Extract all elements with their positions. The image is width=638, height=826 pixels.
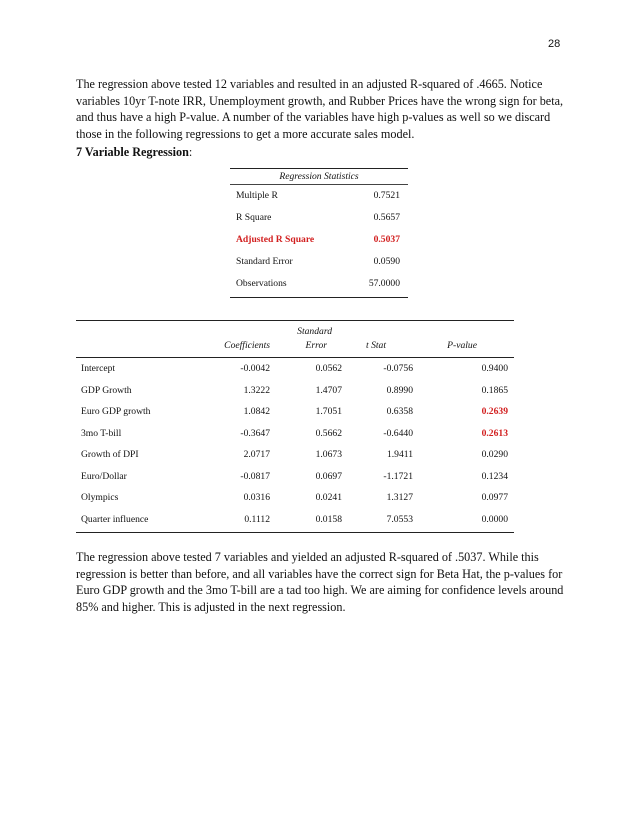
table-row	[76, 401, 514, 423]
page-number: 28	[548, 38, 561, 50]
header-t-stat: t Stat	[366, 340, 386, 351]
variable-name-cell: Euro GDP growth	[81, 406, 151, 417]
standard-error-cell: 1.4707	[315, 384, 342, 396]
conclusion-paragraph: The regression above tested 7 variables and yielded an adjusted R-squared of .5037. While this regression is better than before, and all variables have the correct sign for Beta Hat, the p-values for Euro GDP growth and the 3mo T-bill are a tad too high. We are aiming for confidence levels around 85% and higher. This is adjusted in the next regression.	[76, 550, 564, 614]
t-stat-cell: 0.6358	[386, 406, 413, 417]
p-value-cell: 0.1234	[481, 470, 508, 482]
intro-paragraph: The regression above tested 12 variables and resulted in an adjusted R-squared of .4665. Notice variables 10yr T-note IRR, Unemployment growth, and Rubber Prices have the wrong sign for beta, and thus have a high P-value. A number of the variables have high p-values as well so we discard those in the following regressions to get a more accurate sales model.	[76, 77, 564, 141]
stat-value: 57.0000	[368, 278, 400, 289]
standard-error-cell: 0.5662	[315, 427, 342, 439]
stat-row-adjusted-r-square	[230, 229, 408, 251]
table-row	[76, 380, 514, 402]
stat-row-multiple-r	[230, 185, 408, 207]
table-top-rule	[230, 168, 408, 169]
header-standard: Standard	[297, 326, 332, 337]
stat-value: 0.5657	[373, 212, 400, 223]
standard-error-cell: 1.0673	[315, 449, 342, 460]
coefficient-cell: -0.0042	[240, 363, 270, 374]
table-row	[76, 423, 514, 445]
coefficient-cell: -0.0817	[240, 470, 270, 482]
coefficient-cell: 1.0842	[243, 406, 270, 417]
variable-name-cell: Quarter influence	[81, 513, 149, 525]
stat-label: Observations	[236, 278, 287, 289]
p-value-cell: 0.2639	[481, 406, 508, 417]
stat-label: Standard Error	[236, 256, 293, 267]
section-heading-text: 7 Variable Regression	[76, 145, 189, 159]
p-value-cell: 0.2613	[481, 427, 508, 439]
t-stat-cell: -0.0756	[383, 363, 413, 374]
regression-statistics-table	[230, 168, 408, 298]
stat-label: Multiple R	[236, 190, 278, 201]
coefficient-cell: 0.1112	[244, 513, 270, 525]
variable-name-cell: GDP Growth	[81, 384, 132, 396]
stat-row-standard-error	[230, 251, 408, 273]
variable-name-cell: Growth of DPI	[81, 449, 139, 460]
variable-name-cell: Euro/Dollar	[81, 470, 127, 482]
table-row	[76, 466, 514, 488]
table-row	[76, 444, 514, 466]
t-stat-cell: 1.9411	[386, 449, 413, 460]
coefficient-cell: 0.0316	[243, 492, 270, 503]
header-error: Error	[305, 340, 327, 351]
table-row	[76, 509, 514, 531]
coefficient-cell: 1.3222	[243, 384, 270, 396]
standard-error-cell: 0.0241	[315, 492, 342, 503]
t-stat-cell: 0.8990	[386, 384, 413, 396]
t-stat-cell: 7.0553	[386, 513, 413, 525]
coefficient-table	[76, 320, 514, 533]
t-stat-cell: -0.6440	[383, 427, 413, 439]
standard-error-cell: 0.0697	[315, 470, 342, 482]
section-heading	[76, 145, 192, 160]
stat-label: R Square	[236, 212, 272, 223]
p-value-cell: 0.0290	[481, 449, 508, 460]
stat-row-observations	[230, 273, 408, 295]
header-p-value: P-value	[447, 340, 477, 351]
variable-name-cell: Intercept	[81, 363, 116, 374]
table-row	[76, 358, 514, 380]
table-row	[76, 487, 514, 509]
table-bottom-rule	[230, 297, 408, 298]
standard-error-cell: 0.0562	[315, 363, 342, 374]
t-stat-cell: -1.1721	[383, 470, 413, 482]
variable-name-cell: Olympics	[81, 492, 119, 503]
stat-value: 0.7521	[373, 190, 400, 201]
coefficient-cell: 2.0717	[243, 449, 270, 460]
coefficient-table-body	[76, 358, 514, 530]
stat-row-r-square	[230, 207, 408, 229]
p-value-cell: 0.0977	[481, 492, 508, 503]
stat-value: 0.0590	[373, 256, 400, 267]
table-bottom-rule	[76, 532, 514, 533]
coefficient-table-header	[76, 321, 514, 357]
standard-error-cell: 1.7051	[315, 406, 342, 417]
p-value-cell: 0.9400	[481, 363, 508, 374]
t-stat-cell: 1.3127	[386, 492, 413, 503]
header-coefficients: Coefficients	[224, 340, 270, 351]
section-heading-colon: :	[188, 145, 193, 159]
stat-value: 0.5037	[373, 234, 400, 245]
p-value-cell: 0.0000	[481, 513, 508, 525]
variable-name-cell: 3mo T-bill	[81, 427, 122, 439]
standard-error-cell: 0.0158	[315, 513, 342, 525]
stat-label: Adjusted R Square	[236, 234, 315, 245]
p-value-cell: 0.1865	[481, 384, 508, 396]
regression-statistics-title: Regression Statistics	[279, 171, 359, 182]
coefficient-cell: -0.3647	[240, 427, 270, 439]
